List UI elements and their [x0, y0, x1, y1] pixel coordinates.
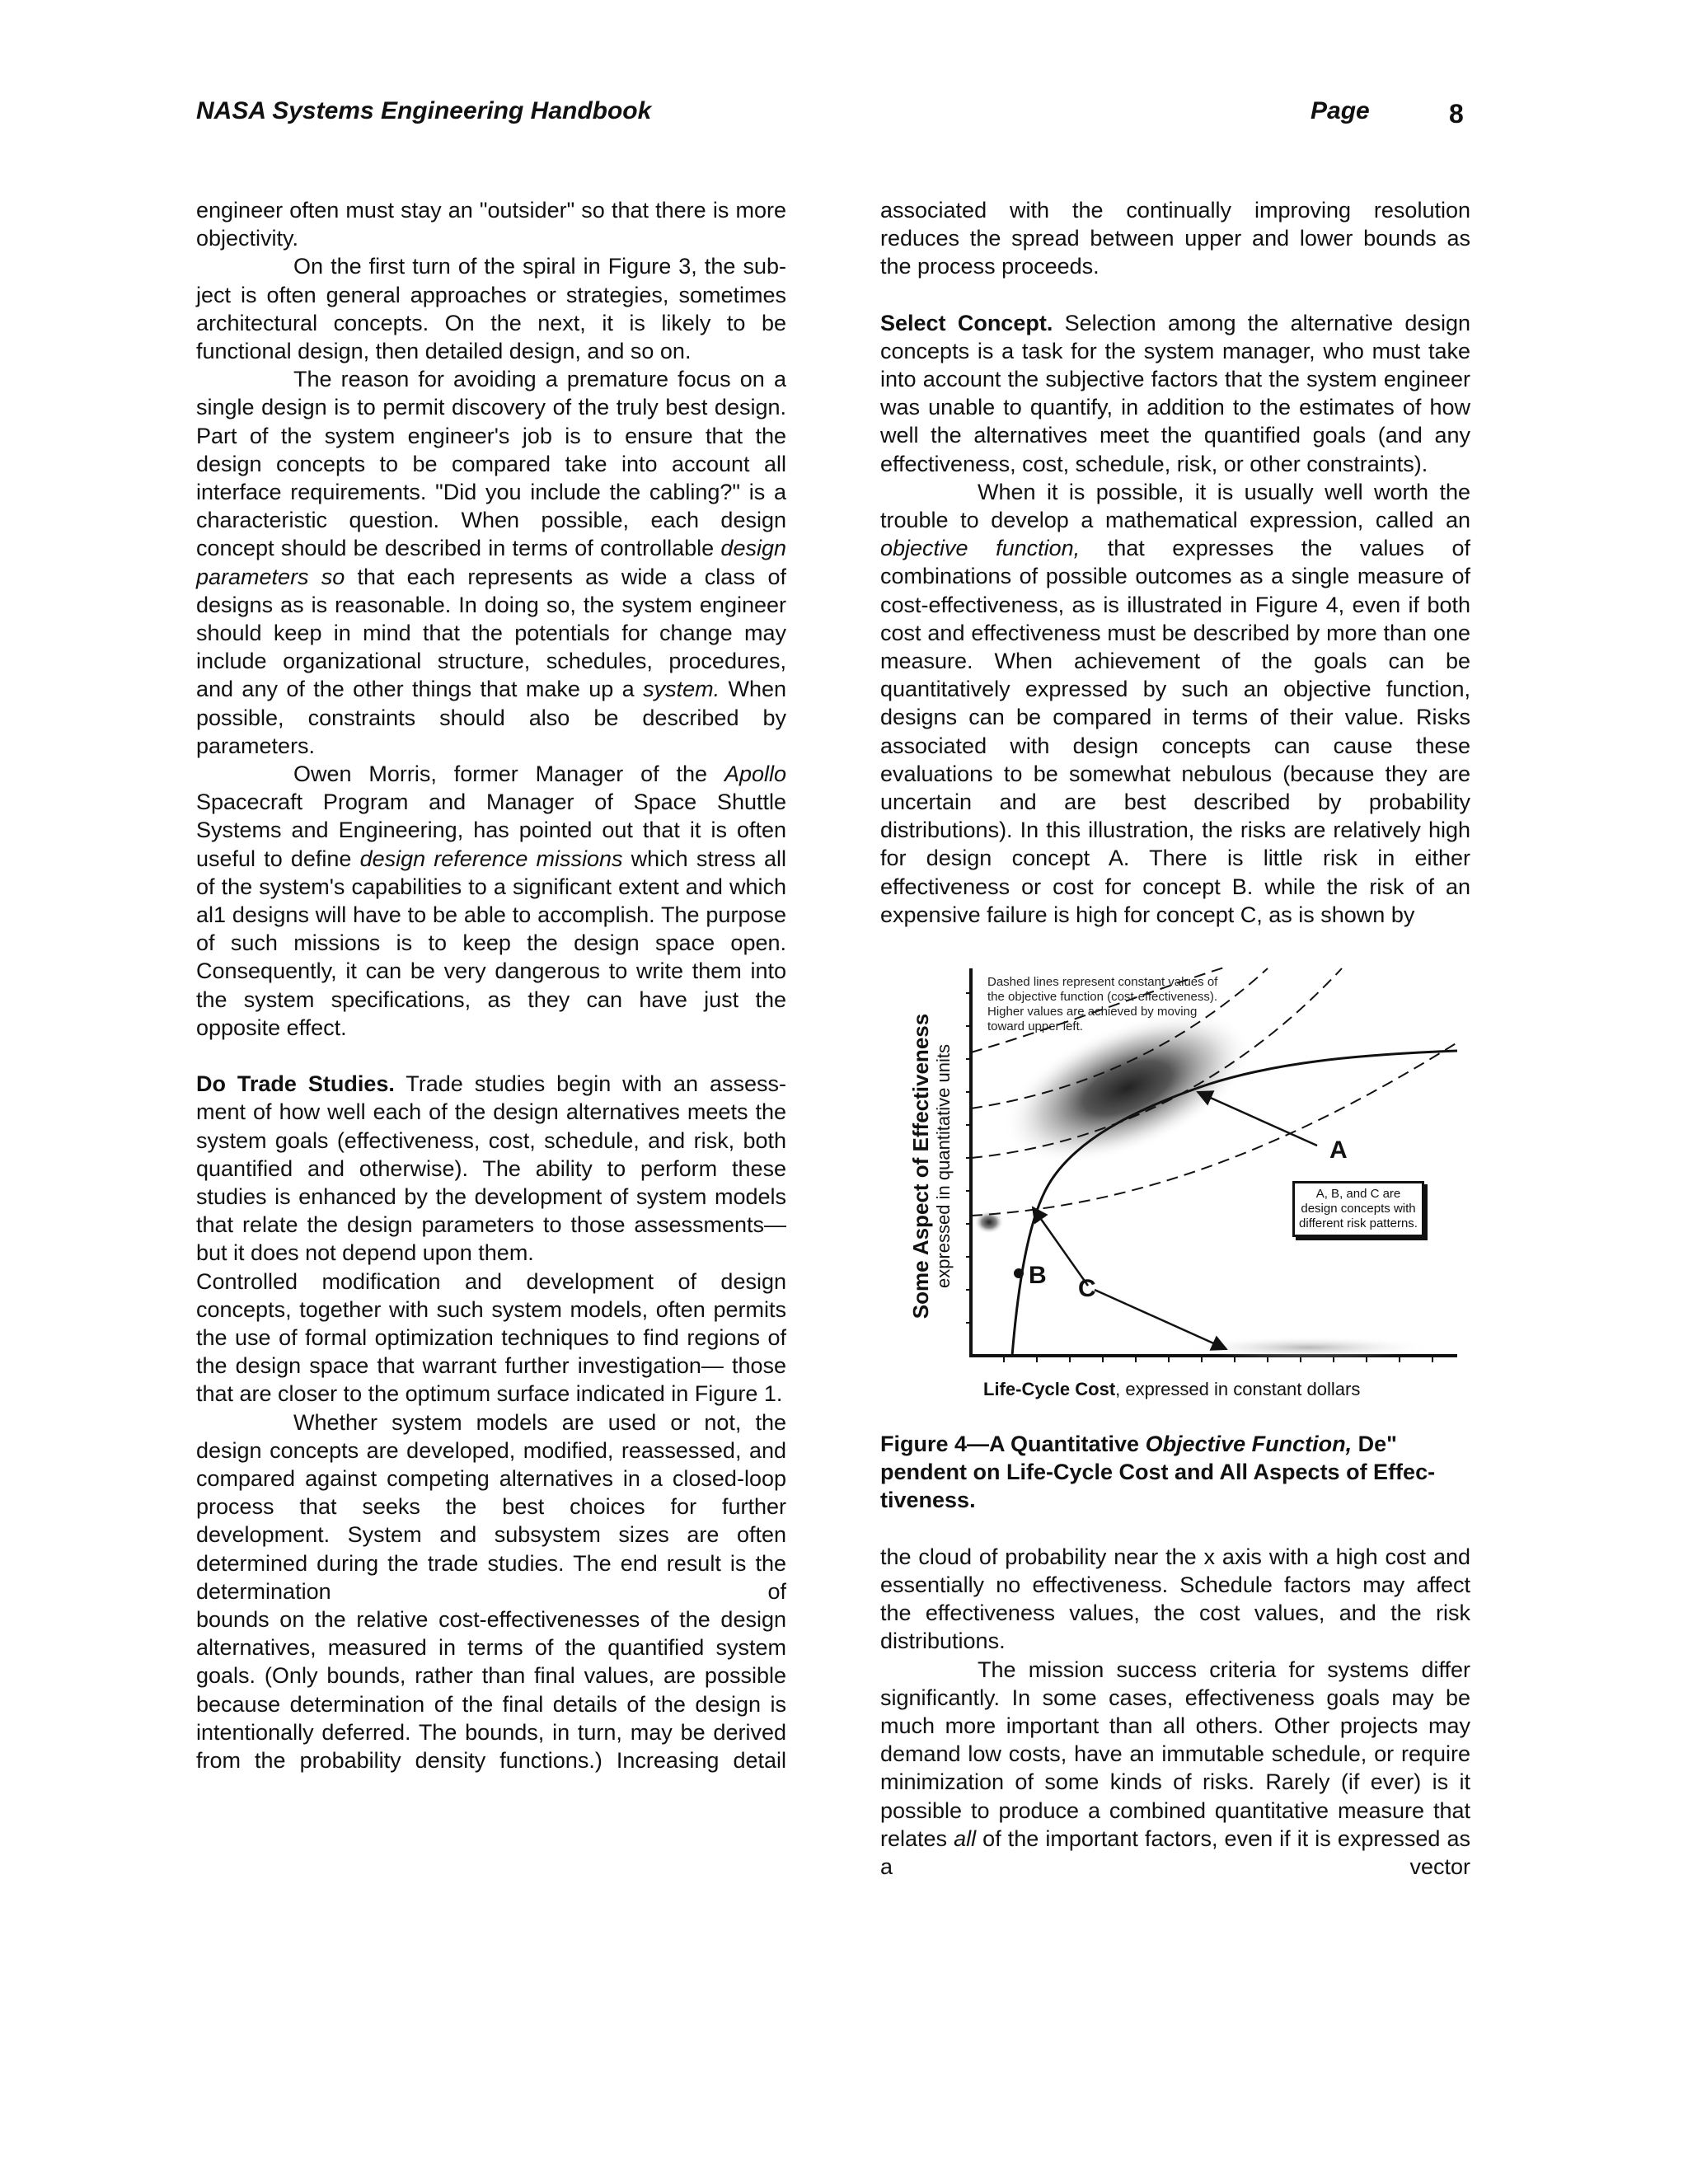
left-column [196, 196, 786, 1774]
label-a: A [1329, 1137, 1348, 1165]
figure-legend-box: A, B, and C are design concepts with different risk patterns. [1292, 1181, 1424, 1237]
paragraph: When it is possible, it is usually well worth the trouble to develop a mathematical expression, called an objective function, that expresses the values of combinations of possible outcomes as a single measure of cost-effectiveness, as is illustrated in Figure 4, even if both cost and effectiveness must be described by more than one measure. When achievement of the goals can be quantitatively expressed by such an objective function, designs can be compared in terms of their value. Risks associated with design concepts can cause these evaluations to be somewhat nebulous (because they are uncertain and are best described by probability distributions). In this illustration, the risks are relatively high for design concept A. There is little risk in either effectiveness or cost for concept B. while the risk of an expensive failure is high for concept C, as is shown by [880, 479, 1470, 927]
arrow-to-a [1198, 1092, 1317, 1146]
paragraph: Whether system models are used or not, the design concepts are developed, modified, reassessed, and compared against competing alternatives in a closed-loop process that seeks the best choices for further development. System and subsystem sizes are often determined during the trade studies. The end result is the determination of [196, 1409, 786, 1604]
paragraph: The reason for avoiding a premature focus on a single design is to permit discovery of the truly best design. Part of the system engineer's job is to ensure that the design concepts to be compared take into account all interface requirements. "Did you include the cabling?" is a characteristic question. When possible, each design concept should be described in terms of controllable design parameters so that each represents as wide a class of designs as is reasonable. In doing so, the system engineer should keep in mind that the potentials for change may include organizational structure, schedules, procedures, and any of the other things that make up a system. When possible, constraints should also be described by parameters. [196, 367, 786, 758]
paragraph: On the first turn of the spiral in Figure 3, the sub-ject is often general approaches or strategies, sometimes architectural concepts. On the next, it is likely to be functional design, then detailed design, and so on. [196, 254, 786, 364]
emphasis: design reference missions [359, 846, 623, 871]
y-axis [966, 968, 971, 1356]
arrow-c-to-axis-cloud [1095, 1290, 1226, 1349]
figure-caption: Figure 4—A Quantitative Objective Function, De" pendent on Life-Cycle Cost and All Aspects of Effec-tiveness. [880, 1432, 1436, 1513]
emphasis: Apollo [724, 762, 786, 787]
paragraph: The mission success criteria for systems differ significantly. In some cases, effectiveness goals may be much more important than all others. Other projects may demand low costs, have an immutable schedule, or require minimization of some kinds of risks. Rarely (if ever) is it possible to produce a combined quantitative measure that relates all of the important factors, even if it is expressed as a vector [880, 1657, 1470, 1879]
paragraph: associated with the continually improving resolution reduces the spread between upper and lower bounds as the process proceeds. [880, 198, 1470, 279]
emphasis: all [954, 1825, 977, 1851]
document-title: NASA Systems Engineering Handbook [196, 97, 652, 124]
page-label: Page [1311, 97, 1370, 124]
emphasis: Objective Function, [1145, 1432, 1353, 1457]
section-heading: Select Concept. [880, 310, 1053, 335]
label-b: B [1029, 1262, 1047, 1290]
paragraph: Owen Morris, former Manager of the Apollo Spacecraft Program and Manager of Space Shuttle Systems and Engineering, has pointed out that it is often useful to define design reference missions which stress all of the system's capabilities to a significant extent and which al1 designs will have to be able to accomplish. The purpose of such missions is to keep the design space open. Consequently, it can be very dangerous to write them into the system specifications, as they can have just the opposite effect. [196, 762, 786, 1040]
right-column [880, 196, 1470, 1881]
figure-annotation: Dashed lines represent constant values of the objective function (cost-effectiveness). Higher values are achieved by moving toward upper left. [987, 975, 1218, 1034]
emphasis: objective function, [880, 536, 1081, 561]
label-c: C [1078, 1275, 1096, 1303]
section-paragraph: Do Trade Studies. Trade studies begin with an assess-ment of how well each of the design alternatives meets the system goals (effectiveness, cost, schedule, and risk, both quantified and otherwise). The ability to perform these studies is enhanced by the development of system models that relate the design parameters to those assessments—but it does not depend upon them. [196, 1071, 786, 1266]
emphasis: design parameters so [196, 536, 786, 589]
x-axis-label: Life-Cycle Cost, expressed in constant dollars [983, 1379, 1361, 1400]
page-header [196, 97, 1482, 138]
concept-b-point [1014, 1268, 1024, 1278]
y-axis-label: Some Aspect of Effectiveness [908, 1013, 933, 1319]
y-axis-sublabel: expressed in quantitative units [933, 1044, 954, 1289]
paragraph: Controlled modification and development of design concepts, together with such system models, often permits the use of formal optimization techniques to find regions of the design space that warrant further investigation— those that are closer to the optimum surface indicated in Figure 1. [196, 1268, 786, 1407]
paragraph: engineer often must stay an "outsider" so that there is more objectivity. [196, 198, 786, 251]
page-number: 8 [1449, 99, 1464, 129]
paragraph: the cloud of probability near the x axis with a high cost and essentially no effectiveness. Schedule factors may affect the effectiveness values, the cost values, and the risk distributions. [880, 1544, 1470, 1654]
section-heading: Do Trade Studies. [196, 1071, 395, 1097]
emphasis: system. [643, 677, 720, 702]
x-axis [969, 1356, 1457, 1362]
figure-4 [880, 960, 1470, 1422]
paragraph: bounds on the relative cost-effectivenesses of the design alternatives, measured in terms of the quantified system goals. (Only bounds, rather than final values, are possible because determination of the final details of the design is intentionally deferred. The bounds, in turn, may be derived from the probability density functions.) Increasing detail [196, 1606, 786, 1773]
section-paragraph: Select Concept. Selection among the alternative design concepts is a task for the system manager, who must take into account the subjective factors that the system engineer was unable to quantify, in addition to the estimates of how well the alternatives meet the quantified goals (and any effectiveness, cost, schedule, risk, or other constraints). [880, 310, 1470, 476]
